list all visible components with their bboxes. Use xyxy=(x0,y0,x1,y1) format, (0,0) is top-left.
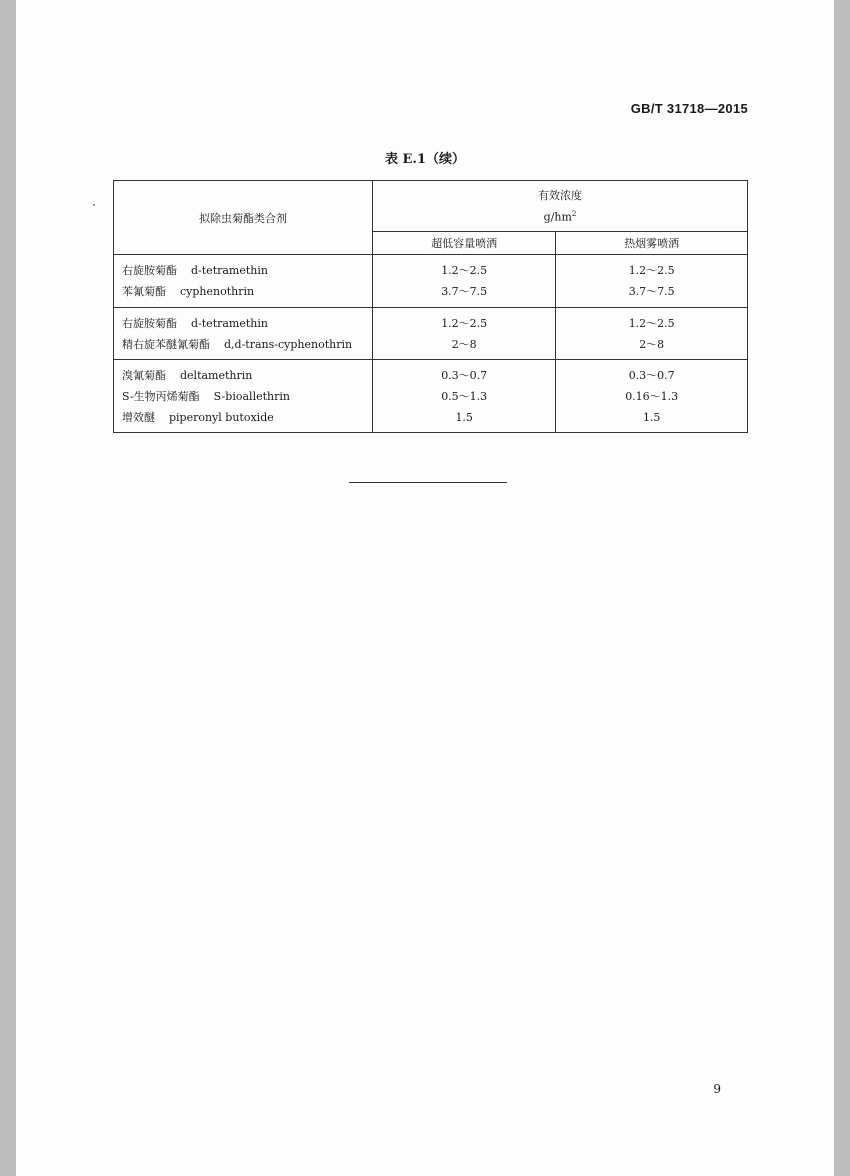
column-header-fog: 热烟雾喷洒 xyxy=(556,232,748,255)
fog-cell xyxy=(556,308,748,360)
end-of-document-rule xyxy=(349,482,507,483)
scan-speck xyxy=(93,204,95,206)
column-header-concentration xyxy=(373,181,748,232)
document-page xyxy=(16,0,834,1176)
compound-line xyxy=(122,365,364,386)
ulv-value: 1.2～2.5 xyxy=(441,317,488,330)
fog-value: 3.7～7.5 xyxy=(628,285,675,298)
unit-base: g/hm xyxy=(543,210,572,224)
compound-zh: 溴氰菊酯 xyxy=(122,369,166,382)
column-header-ulv: 超低容量喷洒 xyxy=(373,232,556,255)
ulv-cell xyxy=(373,255,556,308)
compound-cell xyxy=(114,255,373,308)
ulv-value: 1.5 xyxy=(455,411,473,424)
concentration-label: 有效浓度 xyxy=(538,188,582,202)
ulv-value: 0.5～1.3 xyxy=(441,390,488,403)
ulv-value: 2～8 xyxy=(451,338,477,351)
compound-cell xyxy=(114,308,373,360)
ulv-cell xyxy=(373,308,556,360)
page-number: 9 xyxy=(713,1082,721,1096)
table-row xyxy=(114,255,748,308)
compound-en: deltamethrin xyxy=(180,369,253,382)
compound-en: d-tetramethin xyxy=(191,317,268,330)
compound-cell xyxy=(114,360,373,433)
unit-exponent: 2 xyxy=(571,209,577,218)
fog-value: 0.16～1.3 xyxy=(625,390,679,403)
fog-cell xyxy=(556,360,748,433)
fog-value: 1.2～2.5 xyxy=(628,264,675,277)
compound-en: cyphenothrin xyxy=(180,285,255,298)
compound-line xyxy=(122,334,364,355)
compound-zh: 增效醚 xyxy=(122,411,155,424)
compound-zh: 苯氰菊酯 xyxy=(122,285,166,298)
fog-value: 0.3～0.7 xyxy=(628,369,675,382)
compound-line xyxy=(122,281,364,302)
compound-zh: 右旋胺菊酯 xyxy=(122,317,177,330)
compound-zh: 右旋胺菊酯 xyxy=(122,264,177,277)
compound-en: d,d-trans-cyphenothrin xyxy=(224,338,353,351)
compound-line xyxy=(122,407,364,428)
table-title: 表 E.1（续） xyxy=(384,152,465,167)
compound-en: piperonyl butoxide xyxy=(169,411,274,424)
concentration-unit xyxy=(373,205,747,227)
fog-value: 1.2～2.5 xyxy=(628,317,675,330)
compound-zh: 精右旋苯醚氰菊酯 xyxy=(122,338,210,351)
compound-line xyxy=(122,386,364,407)
ulv-value: 0.3～0.7 xyxy=(441,369,488,382)
table-row xyxy=(114,308,748,360)
ulv-cell xyxy=(373,360,556,433)
compound-zh: S-生物丙烯菊酯 xyxy=(122,390,200,403)
compound-en: d-tetramethin xyxy=(191,264,268,277)
table-row xyxy=(114,360,748,433)
compound-en: S-bioallethrin xyxy=(213,390,290,403)
standard-number: GB/T 31718—2015 xyxy=(630,101,748,116)
ulv-value: 3.7～7.5 xyxy=(441,285,488,298)
compound-line xyxy=(122,313,364,334)
pyrethroid-mixture-table xyxy=(113,180,748,433)
compound-line xyxy=(122,260,364,281)
ulv-value: 1.2～2.5 xyxy=(441,264,488,277)
column-header-compound: 拟除虫菊酯类合剂 xyxy=(114,181,373,255)
fog-value: 1.5 xyxy=(642,411,661,424)
fog-value: 2～8 xyxy=(639,338,665,351)
fog-cell xyxy=(556,255,748,308)
